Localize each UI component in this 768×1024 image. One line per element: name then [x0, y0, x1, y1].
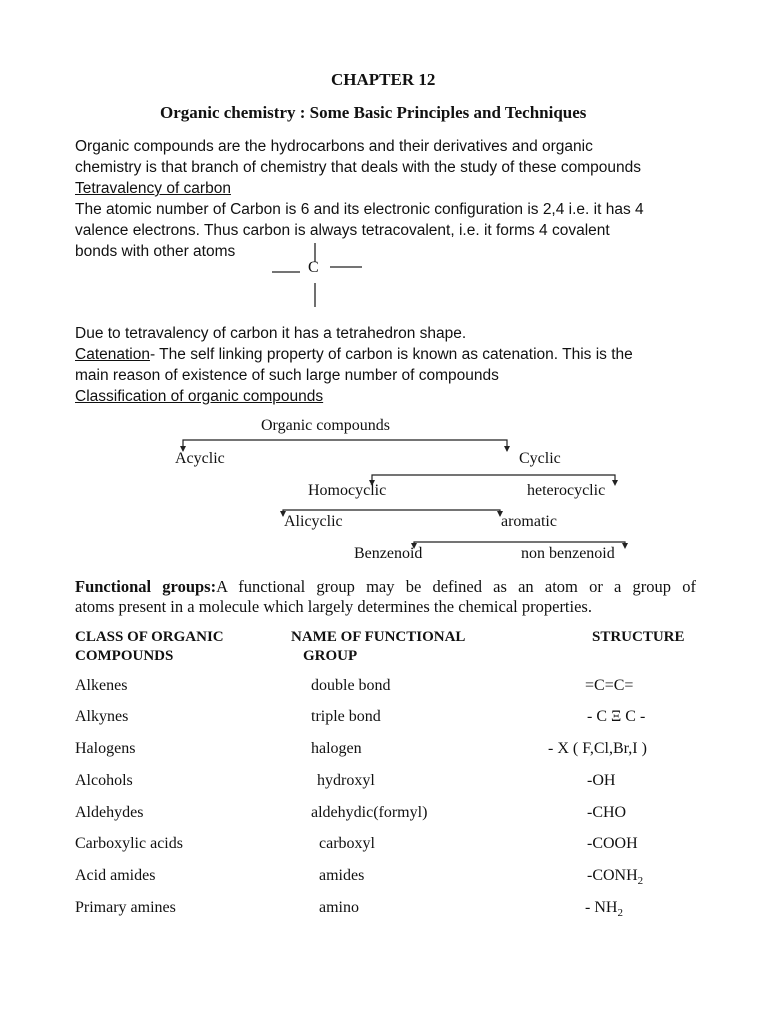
row-structure: -COOH: [587, 835, 638, 852]
tree-heterocyclic: heterocyclic: [527, 482, 606, 499]
tree-benzenoid: Benzenoid: [354, 545, 423, 562]
catenation-line-2: main reason of existence of such large number of compounds: [75, 367, 499, 384]
tetravalency-heading: Tetravalency of carbon: [75, 180, 231, 197]
arrow-heterocyclic: [612, 480, 618, 486]
row-group-name: amino: [319, 899, 359, 916]
header-structure: STRUCTURE: [592, 629, 685, 645]
row-structure: [587, 867, 643, 887]
tree-root: Organic compounds: [261, 417, 391, 434]
row-structure: - C Ξ C -: [587, 708, 646, 725]
functional-groups-line-1: [75, 577, 696, 597]
row-structure-text: -CONH: [587, 867, 638, 884]
tree-cyclic: Cyclic: [519, 450, 561, 467]
tetravalency-line-1: The atomic number of Carbon is 6 and its electronic configuration is 2,4 i.e. it has 4: [75, 201, 644, 218]
tetrahedron-line: Due to tetravalency of carbon it has a tetrahedron shape.: [75, 325, 467, 342]
row-group-name: halogen: [311, 740, 362, 757]
row-class: Halogens: [75, 740, 136, 757]
row-group-name: aldehydic(formyl): [311, 804, 428, 821]
row-class: Alkynes: [75, 708, 129, 725]
row-structure: [585, 899, 623, 919]
row-group-name: double bond: [311, 677, 391, 694]
functional-groups-line-2: atoms present in a molecule which largely determines the chemical properties.: [75, 597, 592, 616]
tetravalency-line-2: valence electrons. Thus carbon is always tetracovalent, i.e. it forms 4 covalent: [75, 222, 610, 239]
arrow-cyclic: [504, 446, 510, 452]
row-class: Acid amides: [75, 867, 156, 884]
row-structure: =C=C=: [585, 677, 634, 694]
header-class: [75, 628, 224, 666]
chapter-title: CHAPTER 12: [331, 70, 436, 89]
carbon-atom-label: C: [308, 259, 319, 276]
arrow-non-benzenoid: [622, 543, 628, 549]
header-class-line-2: COMPOUNDS: [75, 648, 174, 664]
intro-line-1: Organic compounds are the hydrocarbons and their derivatives and organic: [75, 138, 593, 155]
row-class: Alkenes: [75, 677, 128, 694]
tree-alicyclic: Alicyclic: [284, 513, 343, 530]
row-structure-subscript: 2: [637, 875, 644, 888]
row-class: Aldehydes: [75, 804, 144, 821]
row-class: Alcohols: [75, 772, 133, 789]
catenation-text: - The self linking property of carbon is known as catenation. This is the: [149, 346, 633, 363]
tree-non-benzenoid: non benzenoid: [521, 545, 615, 562]
header-name-line-1: NAME OF FUNCTIONAL: [291, 629, 466, 645]
tree-acyclic: Acyclic: [175, 450, 225, 467]
header-name: [291, 628, 465, 666]
functional-groups-text: A functional group may be defined as an atom or a group of: [216, 577, 696, 596]
tree-aromatic: aromatic: [501, 513, 557, 530]
chapter-subtitle: Organic chemistry : Some Basic Principles and Techniques: [160, 103, 587, 122]
row-structure: -OH: [587, 772, 616, 789]
classification-heading: Classification of organic compounds: [75, 388, 324, 405]
catenation-term: Catenation: [75, 346, 150, 363]
row-group-name: hydroxyl: [317, 772, 375, 789]
header-name-line-2: GROUP: [303, 648, 358, 664]
tree-homocyclic: Homocyclic: [308, 482, 387, 499]
row-structure: - X ( F,Cl,Br,I ): [548, 740, 647, 757]
row-structure: -CHO: [587, 804, 627, 821]
row-class: Carboxylic acids: [75, 835, 183, 852]
row-group-name: amides: [319, 867, 365, 884]
row-class: Primary amines: [75, 899, 176, 916]
row-structure-subscript: 2: [617, 907, 623, 920]
functional-groups-term: Functional groups:: [75, 577, 217, 596]
intro-line-2: chemistry is that branch of chemistry that deals with the study of these compounds: [75, 159, 642, 176]
row-group-name: triple bond: [311, 708, 381, 725]
header-class-line-1: CLASS OF ORGANIC: [75, 629, 224, 645]
tetravalency-line-3: bonds with other atoms: [75, 243, 236, 260]
row-group-name: carboxyl: [319, 835, 375, 852]
row-structure-text: - NH: [585, 899, 618, 916]
